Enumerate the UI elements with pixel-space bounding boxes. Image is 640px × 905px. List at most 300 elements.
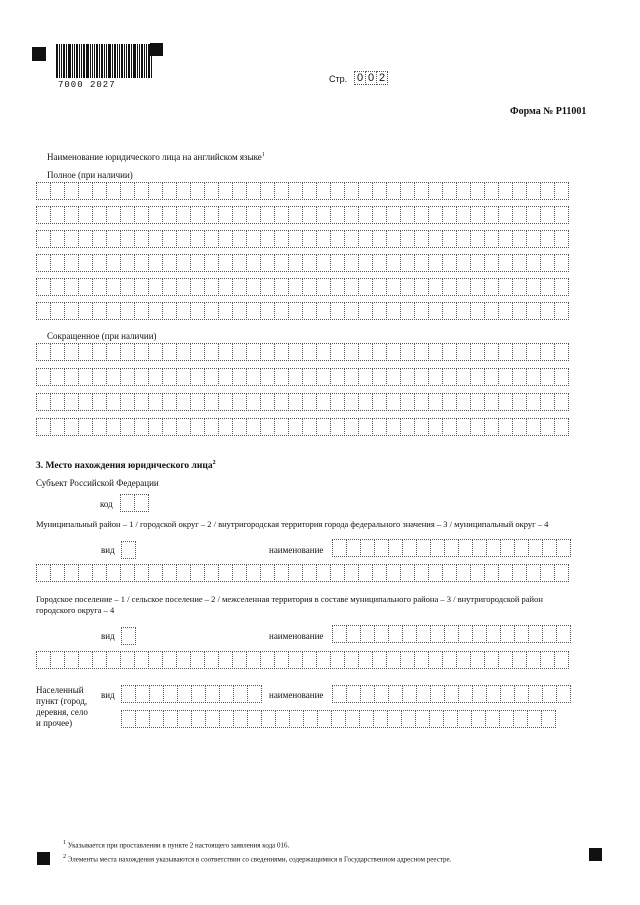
char-cell[interactable] [484,254,499,272]
char-cell[interactable] [512,418,527,436]
char-cell[interactable] [358,418,373,436]
char-cell[interactable] [512,278,527,296]
char-cell[interactable] [106,418,121,436]
char-cell[interactable] [134,343,149,361]
char-cell[interactable] [218,368,233,386]
char-cell[interactable] [289,710,304,728]
char-cell[interactable] [498,564,513,582]
char-cell[interactable] [106,368,121,386]
char-cell[interactable] [372,278,387,296]
char-cell[interactable] [470,230,485,248]
char-cell[interactable] [330,651,345,669]
char-cell[interactable] [64,278,79,296]
char-cell[interactable] [526,302,541,320]
char-cell[interactable] [358,564,373,582]
char-cell[interactable] [554,182,569,200]
char-cell[interactable] [402,685,417,703]
char-cell[interactable] [386,418,401,436]
char-cell[interactable] [456,651,471,669]
char-cell[interactable] [484,206,499,224]
char-cell[interactable] [204,302,219,320]
char-cell[interactable] [414,564,429,582]
char-cell[interactable] [429,710,444,728]
char-cell[interactable] [176,564,191,582]
char-cell[interactable] [526,182,541,200]
char-cell[interactable] [400,278,415,296]
char-cell[interactable] [401,710,416,728]
char-cell[interactable] [134,418,149,436]
char-cell[interactable] [358,343,373,361]
char-cell[interactable] [148,368,163,386]
char-cell[interactable] [78,302,93,320]
char-cell[interactable] [316,254,331,272]
char-cell[interactable] [470,393,485,411]
char-cell[interactable] [247,710,262,728]
char-cell[interactable] [330,302,345,320]
char-cell[interactable] [316,182,331,200]
char-cell[interactable] [232,418,247,436]
char-cell[interactable] [204,368,219,386]
char-cell[interactable] [148,302,163,320]
char-cell[interactable] [134,302,149,320]
char-cell[interactable] [331,710,346,728]
char-cell[interactable] [415,710,430,728]
char-cell[interactable] [260,343,275,361]
char-cell[interactable] [316,651,331,669]
char-cell[interactable] [456,302,471,320]
char-cell[interactable] [456,206,471,224]
char-cell[interactable] [554,651,569,669]
char-cell[interactable] [428,368,443,386]
char-cell[interactable] [526,651,541,669]
char-cell[interactable] [498,418,513,436]
char-cell[interactable] [218,418,233,436]
char-cell[interactable] [498,302,513,320]
char-cell[interactable] [36,206,51,224]
char-cell[interactable] [330,206,345,224]
char-cell[interactable] [149,710,164,728]
char-cell[interactable] [414,393,429,411]
char-cell[interactable] [288,206,303,224]
char-cell[interactable] [540,254,555,272]
char-cell[interactable] [472,539,487,557]
char-cell[interactable] [246,182,261,200]
char-cell[interactable] [500,539,515,557]
char-cell[interactable] [106,182,121,200]
char-cell[interactable] [372,368,387,386]
char-cell[interactable] [162,182,177,200]
char-cell[interactable] [498,393,513,411]
char-cell[interactable] [162,278,177,296]
char-cell[interactable] [246,206,261,224]
char-cell[interactable] [120,254,135,272]
char-cell[interactable] [148,278,163,296]
char-cell[interactable] [78,368,93,386]
char-cell[interactable] [332,539,347,557]
char-cell[interactable] [50,254,65,272]
char-cell[interactable] [388,625,403,643]
char-cell[interactable] [442,343,457,361]
char-cell[interactable] [414,418,429,436]
char-cell[interactable] [402,539,417,557]
char-cell[interactable] [36,230,51,248]
char-cell[interactable] [176,393,191,411]
char-cell[interactable] [486,625,501,643]
char-cell[interactable] [64,302,79,320]
char-cell[interactable] [512,343,527,361]
char-cell[interactable] [204,182,219,200]
char-cell[interactable] [92,368,107,386]
char-cell[interactable] [442,182,457,200]
char-cell[interactable] [275,710,290,728]
char-cell[interactable] [50,302,65,320]
char-cell[interactable] [344,182,359,200]
char-cell[interactable] [372,651,387,669]
char-cell[interactable] [316,302,331,320]
char-cell[interactable] [400,254,415,272]
locality-name-row[interactable] [332,685,570,703]
char-cell[interactable] [513,710,528,728]
char-cell[interactable] [302,651,317,669]
char-cell[interactable] [92,278,107,296]
char-cell[interactable] [484,418,499,436]
char-cell[interactable] [176,302,191,320]
char-cell[interactable] [330,564,345,582]
char-cell[interactable] [176,418,191,436]
char-cell[interactable] [527,710,542,728]
char-cell[interactable] [302,302,317,320]
char-cell[interactable] [430,685,445,703]
region-code-input[interactable] [120,494,148,512]
char-cell[interactable] [232,278,247,296]
char-cell[interactable] [36,393,51,411]
char-cell[interactable] [261,710,276,728]
char-cell[interactable] [512,254,527,272]
char-cell[interactable] [120,206,135,224]
char-cell[interactable] [162,302,177,320]
char-cell[interactable] [345,710,360,728]
char-cell[interactable] [78,182,93,200]
char-cell[interactable] [190,254,205,272]
char-cell[interactable] [162,206,177,224]
char-cell[interactable] [430,625,445,643]
char-cell[interactable] [484,651,499,669]
char-cell[interactable] [260,418,275,436]
char-cell[interactable] [191,685,206,703]
char-cell[interactable] [387,710,402,728]
char-cell[interactable] [302,182,317,200]
char-cell[interactable] [514,685,529,703]
char-cell[interactable] [400,368,415,386]
char-cell[interactable] [442,564,457,582]
char-cell[interactable] [556,539,571,557]
char-cell[interactable] [428,206,443,224]
char-cell[interactable] [346,539,361,557]
char-cell[interactable] [92,182,107,200]
char-cell[interactable] [540,564,555,582]
char-cell[interactable] [204,651,219,669]
char-cell[interactable] [512,564,527,582]
char-cell[interactable] [64,418,79,436]
char-cell[interactable] [134,494,149,512]
char-cell[interactable] [274,206,289,224]
char-cell[interactable] [92,564,107,582]
char-cell[interactable] [528,539,543,557]
char-cell[interactable] [92,254,107,272]
char-cell[interactable] [428,651,443,669]
short-name-row[interactable] [36,418,568,436]
municipal-kind-input[interactable] [121,541,135,559]
char-cell[interactable] [135,710,150,728]
char-cell[interactable] [288,230,303,248]
char-cell[interactable] [556,685,571,703]
char-cell[interactable] [246,564,261,582]
char-cell[interactable] [64,564,79,582]
char-cell[interactable] [190,278,205,296]
char-cell[interactable] [134,182,149,200]
char-cell[interactable] [330,182,345,200]
char-cell[interactable] [540,418,555,436]
char-cell[interactable] [484,368,499,386]
char-cell[interactable] [134,230,149,248]
char-cell[interactable] [458,539,473,557]
char-cell[interactable] [344,343,359,361]
char-cell[interactable] [414,368,429,386]
char-cell[interactable] [484,278,499,296]
char-cell[interactable] [274,343,289,361]
char-cell[interactable] [456,368,471,386]
char-cell[interactable] [204,343,219,361]
char-cell[interactable] [120,651,135,669]
char-cell[interactable] [540,230,555,248]
char-cell[interactable] [148,254,163,272]
char-cell[interactable] [386,368,401,386]
char-cell[interactable] [92,393,107,411]
char-cell[interactable] [36,182,51,200]
char-cell[interactable] [484,564,499,582]
char-cell[interactable] [36,651,51,669]
char-cell[interactable] [541,710,556,728]
char-cell[interactable] [498,230,513,248]
char-cell[interactable] [346,685,361,703]
char-cell[interactable] [274,302,289,320]
char-cell[interactable] [554,418,569,436]
char-cell[interactable] [233,710,248,728]
char-cell[interactable] [414,278,429,296]
char-cell[interactable] [36,254,51,272]
char-cell[interactable] [218,302,233,320]
char-cell[interactable] [190,230,205,248]
char-cell[interactable] [486,685,501,703]
char-cell[interactable] [386,302,401,320]
char-cell[interactable] [36,343,51,361]
char-cell[interactable] [106,206,121,224]
char-cell[interactable] [372,302,387,320]
char-cell[interactable] [219,710,234,728]
char-cell[interactable] [50,564,65,582]
char-cell[interactable] [372,182,387,200]
char-cell[interactable] [386,343,401,361]
char-cell[interactable] [64,343,79,361]
char-cell[interactable] [78,278,93,296]
char-cell[interactable] [458,685,473,703]
char-cell[interactable] [50,182,65,200]
char-cell[interactable] [134,564,149,582]
char-cell[interactable] [428,254,443,272]
char-cell[interactable] [120,564,135,582]
char-cell[interactable] [106,278,121,296]
char-cell[interactable] [372,230,387,248]
char-cell[interactable] [470,254,485,272]
char-cell[interactable] [540,302,555,320]
char-cell[interactable] [514,539,529,557]
char-cell[interactable] [512,206,527,224]
char-cell[interactable] [500,685,515,703]
char-cell[interactable] [428,302,443,320]
char-cell[interactable] [372,393,387,411]
char-cell[interactable] [204,278,219,296]
char-cell[interactable] [344,651,359,669]
char-cell[interactable] [526,230,541,248]
char-cell[interactable] [317,710,332,728]
char-cell[interactable] [428,182,443,200]
char-cell[interactable] [540,393,555,411]
char-cell[interactable] [358,206,373,224]
char-cell[interactable] [190,651,205,669]
char-cell[interactable] [442,254,457,272]
char-cell[interactable] [470,651,485,669]
char-cell[interactable] [400,182,415,200]
char-cell[interactable] [246,393,261,411]
char-cell[interactable] [400,206,415,224]
char-cell[interactable] [149,685,164,703]
locality-kind-row[interactable] [121,685,261,703]
char-cell[interactable] [106,254,121,272]
char-cell[interactable] [316,206,331,224]
char-cell[interactable] [344,302,359,320]
char-cell[interactable] [232,564,247,582]
char-cell[interactable] [386,564,401,582]
char-cell[interactable] [430,539,445,557]
char-cell[interactable] [163,685,178,703]
char-cell[interactable] [121,541,136,559]
char-cell[interactable] [134,368,149,386]
char-cell[interactable] [414,182,429,200]
char-cell[interactable] [246,254,261,272]
char-cell[interactable] [260,564,275,582]
char-cell[interactable] [444,685,459,703]
char-cell[interactable] [302,418,317,436]
char-cell[interactable] [274,254,289,272]
char-cell[interactable] [456,418,471,436]
char-cell[interactable] [50,343,65,361]
char-cell[interactable] [148,206,163,224]
char-cell[interactable] [444,539,459,557]
char-cell[interactable] [162,343,177,361]
char-cell[interactable] [120,343,135,361]
char-cell[interactable] [386,230,401,248]
char-cell[interactable] [288,254,303,272]
char-cell[interactable] [288,182,303,200]
char-cell[interactable] [176,206,191,224]
char-cell[interactable] [428,343,443,361]
char-cell[interactable] [330,393,345,411]
char-cell[interactable] [428,278,443,296]
char-cell[interactable] [442,206,457,224]
char-cell[interactable] [274,564,289,582]
char-cell[interactable] [554,230,569,248]
char-cell[interactable] [512,230,527,248]
char-cell[interactable] [442,651,457,669]
char-cell[interactable] [344,230,359,248]
municipal-name-row[interactable] [332,539,570,557]
char-cell[interactable] [416,539,431,557]
char-cell[interactable] [288,368,303,386]
char-cell[interactable] [120,494,135,512]
char-cell[interactable] [344,254,359,272]
char-cell[interactable] [205,685,220,703]
full-name-row[interactable] [36,302,568,320]
char-cell[interactable] [232,393,247,411]
char-cell[interactable] [204,206,219,224]
char-cell[interactable] [50,368,65,386]
char-cell[interactable] [316,564,331,582]
char-cell[interactable] [121,627,136,645]
char-cell[interactable] [344,278,359,296]
char-cell[interactable] [190,393,205,411]
char-cell[interactable] [50,418,65,436]
char-cell[interactable] [148,393,163,411]
char-cell[interactable] [232,182,247,200]
full-name-row[interactable] [36,206,568,224]
char-cell[interactable] [121,710,136,728]
char-cell[interactable] [162,651,177,669]
char-cell[interactable] [388,539,403,557]
char-cell[interactable] [526,254,541,272]
char-cell[interactable] [344,564,359,582]
char-cell[interactable] [106,230,121,248]
char-cell[interactable] [246,418,261,436]
char-cell[interactable] [176,254,191,272]
char-cell[interactable] [428,418,443,436]
char-cell[interactable] [470,368,485,386]
char-cell[interactable] [190,343,205,361]
char-cell[interactable] [470,564,485,582]
char-cell[interactable] [456,278,471,296]
char-cell[interactable] [260,206,275,224]
char-cell[interactable] [528,625,543,643]
char-cell[interactable] [302,278,317,296]
full-name-row[interactable] [36,182,568,200]
char-cell[interactable] [247,685,262,703]
char-cell[interactable] [330,343,345,361]
char-cell[interactable] [358,651,373,669]
char-cell[interactable] [442,418,457,436]
char-cell[interactable] [288,393,303,411]
char-cell[interactable] [332,625,347,643]
char-cell[interactable] [162,254,177,272]
char-cell[interactable] [274,393,289,411]
char-cell[interactable] [120,182,135,200]
char-cell[interactable] [274,182,289,200]
char-cell[interactable] [78,230,93,248]
char-cell[interactable] [78,418,93,436]
char-cell[interactable] [442,278,457,296]
char-cell[interactable] [134,206,149,224]
char-cell[interactable] [400,302,415,320]
char-cell[interactable] [554,206,569,224]
char-cell[interactable] [274,230,289,248]
